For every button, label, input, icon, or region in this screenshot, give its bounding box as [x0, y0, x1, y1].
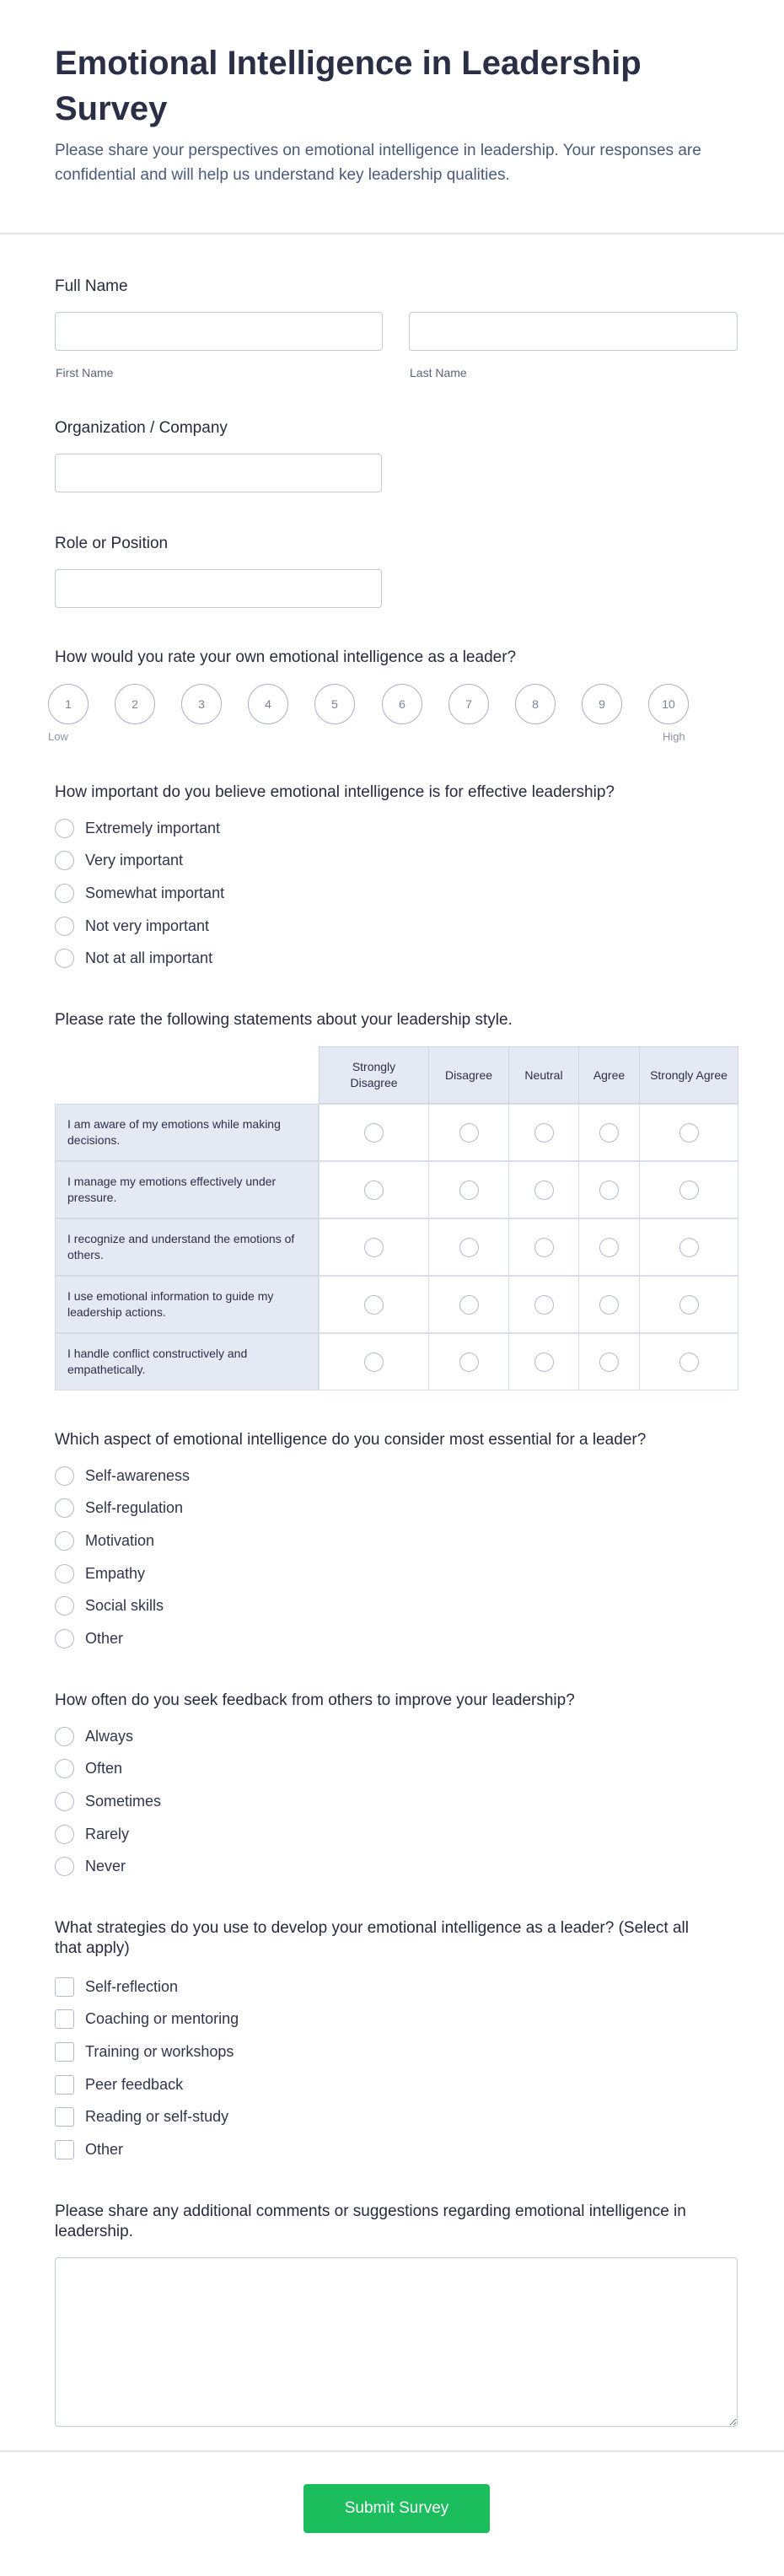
rating-option-3[interactable]: 3 [181, 684, 222, 724]
last-name-sublabel: Last Name [410, 366, 467, 379]
matrix-cell [508, 1333, 579, 1390]
organization-label: Organization / Company [55, 419, 228, 437]
checkbox[interactable] [55, 2042, 74, 2062]
matrix-radio-button[interactable] [459, 1295, 479, 1315]
matrix-cell [319, 1276, 429, 1333]
matrix-cell [319, 1161, 429, 1218]
radio-button[interactable] [55, 1498, 74, 1518]
matrix-radio-button[interactable] [679, 1180, 699, 1200]
full-name-label: Full Name [55, 277, 128, 295]
importance-option-label: Not very important [85, 917, 210, 934]
feedback-option[interactable] [55, 1850, 161, 1883]
rating-option-10[interactable]: 10 [648, 684, 689, 724]
matrix-cell [578, 1161, 640, 1218]
strategies-option[interactable] [55, 2003, 239, 2036]
radio-button[interactable] [55, 1759, 74, 1778]
feedback-option-label: Never [85, 1858, 126, 1875]
matrix-radio-button[interactable] [459, 1180, 479, 1200]
matrix-column-header: Strongly Disagree [319, 1046, 429, 1104]
importance-option-label: Not at all important [85, 949, 213, 967]
checkbox[interactable] [55, 1977, 74, 1997]
importance-option-label: Extremely important [85, 819, 221, 836]
matrix-cell [578, 1218, 640, 1276]
radio-button[interactable] [55, 1596, 74, 1616]
importance-option[interactable] [55, 812, 224, 845]
radio-button[interactable] [55, 949, 74, 968]
matrix-radio-button[interactable] [364, 1353, 384, 1372]
footer-divider [0, 2450, 784, 2452]
matrix-row-label: I am aware of my emotions while making decisions. [55, 1104, 319, 1161]
matrix-cell [428, 1333, 509, 1390]
role-input[interactable] [55, 569, 382, 608]
matrix-cell [428, 1218, 509, 1276]
strategies-option-label: Peer feedback [85, 2075, 184, 2093]
checkbox[interactable] [55, 2107, 74, 2127]
importance-option[interactable] [55, 910, 224, 943]
importance-option[interactable] [55, 877, 224, 910]
matrix-radio-button[interactable] [679, 1238, 699, 1257]
strategies-option-label: Self-reflection [85, 1977, 179, 1995]
strategies-option[interactable] [55, 2133, 239, 2166]
matrix-radio-button[interactable] [364, 1295, 384, 1315]
aspect-question: Which aspect of emotional intelligence do you consider most essential for a leader? [55, 1431, 647, 1449]
rating-option-8[interactable]: 8 [515, 684, 556, 724]
strategies-option-label: Coaching or mentoring [85, 2010, 239, 2028]
rating-option-7[interactable]: 7 [448, 684, 489, 724]
feedback-option-label: Rarely [85, 1825, 130, 1842]
matrix-radio-button[interactable] [534, 1123, 554, 1143]
rating-option-1[interactable]: 1 [48, 684, 89, 724]
radio-button[interactable] [55, 819, 74, 838]
scale-high-label: High [663, 730, 685, 743]
rating-option-5[interactable]: 5 [314, 684, 355, 724]
feedback-option-label: Sometimes [85, 1792, 162, 1810]
strategies-options [55, 1971, 239, 2166]
feedback-question: How often do you seek feedback from others to improve your leadership? [55, 1691, 575, 1709]
aspect-option-label: Motivation [85, 1531, 155, 1549]
page-title: Emotional Intelligence in Leadership Survey [55, 45, 642, 127]
strategies-option[interactable] [55, 2036, 239, 2068]
matrix-cell [319, 1104, 429, 1161]
rating-option-4[interactable]: 4 [248, 684, 288, 724]
rating-question: How would you rate your own emotional intelligence as a leader? [55, 648, 517, 666]
last-name-input[interactable] [409, 312, 738, 351]
matrix-cell [578, 1333, 640, 1390]
aspect-option-label: Social skills [85, 1597, 164, 1615]
matrix-row-label: I handle conflict constructively and empathetically. [55, 1333, 319, 1390]
matrix-radio-button[interactable] [679, 1295, 699, 1315]
radio-button[interactable] [55, 1857, 74, 1876]
matrix-cell [508, 1161, 579, 1218]
radio-button[interactable] [55, 1825, 74, 1844]
radio-button[interactable] [55, 1466, 74, 1486]
rating-option-6[interactable]: 6 [382, 684, 422, 724]
aspect-options [55, 1460, 190, 1655]
matrix-radio-button[interactable] [599, 1295, 619, 1315]
matrix-cell [508, 1104, 579, 1161]
page-description: Please share your perspectives on emotional intelligence in leadership. Your responses are confidential and will help us understand key leadership qualities. [55, 142, 701, 184]
matrix-radio-button[interactable] [599, 1353, 619, 1372]
matrix-radio-button[interactable] [534, 1238, 554, 1257]
aspect-option-label: Other [85, 1629, 124, 1647]
matrix-cell [319, 1333, 429, 1390]
comments-textarea[interactable] [55, 2257, 738, 2427]
importance-options [55, 812, 224, 975]
matrix-cell [639, 1161, 738, 1218]
matrix-radio-button[interactable] [599, 1180, 619, 1200]
comments-question: Please share any additional comments or suggestions regarding emotional intelligence in leadership. [55, 2202, 686, 2240]
aspect-option[interactable] [55, 1460, 190, 1492]
feedback-option[interactable] [55, 1753, 161, 1786]
matrix-column-header: Agree [578, 1046, 640, 1104]
radio-button[interactable] [55, 851, 74, 870]
strategies-option-label: Training or workshops [85, 2042, 234, 2060]
matrix-radio-button[interactable] [364, 1238, 384, 1257]
matrix-radio-button[interactable] [679, 1353, 699, 1372]
aspect-option[interactable] [55, 1557, 190, 1590]
matrix-cell [639, 1333, 738, 1390]
radio-button[interactable] [55, 1629, 74, 1648]
checkbox[interactable] [55, 2075, 74, 2095]
feedback-options [55, 1720, 161, 1883]
strategies-question: What strategies do you use to develop your emotional intelligence as a leader? (Select all that apply) [55, 1919, 689, 1957]
matrix-radio-button[interactable] [534, 1353, 554, 1372]
matrix-column-header: Neutral [508, 1046, 579, 1104]
matrix-cell [508, 1276, 579, 1333]
importance-question: How important do you believe emotional intelligence is for effective leadership? [55, 783, 615, 801]
scale-low-label: Low [48, 730, 68, 743]
matrix-cell [578, 1104, 640, 1161]
strategies-option[interactable] [55, 1971, 239, 2003]
role-label: Role or Position [55, 535, 169, 552]
matrix-column-header: Disagree [428, 1046, 509, 1104]
aspect-option-label: Empathy [85, 1564, 146, 1582]
importance-option[interactable] [55, 845, 224, 878]
radio-button[interactable] [55, 917, 74, 936]
matrix-cell [578, 1276, 640, 1333]
matrix-cell [319, 1218, 429, 1276]
matrix-radio-button[interactable] [679, 1123, 699, 1143]
matrix-radio-button[interactable] [534, 1295, 554, 1315]
matrix-cell [428, 1161, 509, 1218]
matrix-row-label: I recognize and understand the emotions of others. [55, 1218, 319, 1276]
rating-option-9[interactable]: 9 [582, 684, 622, 724]
matrix-radio-button[interactable] [459, 1238, 479, 1257]
matrix-cell [428, 1104, 509, 1161]
matrix-cell [639, 1104, 738, 1161]
matrix-row-label: I manage my emotions effectively under pressure. [55, 1161, 319, 1218]
matrix-radio-button[interactable] [534, 1180, 554, 1200]
radio-button[interactable] [55, 1531, 74, 1551]
matrix-radio-button[interactable] [364, 1123, 384, 1143]
rating-option-2[interactable]: 2 [115, 684, 155, 724]
feedback-option[interactable] [55, 1720, 161, 1753]
matrix-radio-button[interactable] [459, 1123, 479, 1143]
aspect-option[interactable] [55, 1492, 190, 1525]
strategies-option-label: Reading or self-study [85, 2108, 229, 2126]
importance-option[interactable] [55, 942, 224, 975]
first-name-sublabel: First Name [56, 366, 114, 379]
header-divider [0, 233, 784, 234]
feedback-option-label: Often [85, 1760, 123, 1777]
aspect-option[interactable] [55, 1525, 190, 1557]
strategies-option[interactable] [55, 2100, 239, 2133]
radio-button[interactable] [55, 884, 74, 903]
importance-option-label: Very important [85, 852, 184, 869]
organization-input[interactable] [55, 454, 382, 492]
checkbox[interactable] [55, 2140, 74, 2159]
radio-button[interactable] [55, 1564, 74, 1584]
matrix-cell [428, 1276, 509, 1333]
matrix-radio-button[interactable] [599, 1123, 619, 1143]
feedback-option-label: Always [85, 1727, 134, 1745]
first-name-input[interactable] [55, 312, 383, 351]
matrix-row-label: I use emotional information to guide my leadership actions. [55, 1276, 319, 1333]
matrix-cell [639, 1218, 738, 1276]
matrix-radio-button[interactable] [599, 1238, 619, 1257]
feedback-option[interactable] [55, 1818, 161, 1851]
importance-option-label: Somewhat important [85, 884, 225, 901]
strategies-option[interactable] [55, 2068, 239, 2101]
matrix-cell [639, 1276, 738, 1333]
aspect-option[interactable] [55, 1589, 190, 1622]
checkbox[interactable] [55, 2009, 74, 2029]
matrix-radio-button[interactable] [459, 1353, 479, 1372]
aspect-option-label: Self-awareness [85, 1466, 191, 1484]
matrix-column-header: Strongly Agree [639, 1046, 738, 1104]
aspect-option[interactable] [55, 1622, 190, 1655]
submit-survey-button[interactable]: Submit Survey [303, 2484, 490, 2533]
matrix-question: Please rate the following statements about your leadership style. [55, 1011, 513, 1029]
feedback-option[interactable] [55, 1785, 161, 1818]
radio-button[interactable] [55, 1727, 74, 1746]
strategies-option-label: Other [85, 2140, 124, 2158]
matrix-radio-button[interactable] [364, 1180, 384, 1200]
radio-button[interactable] [55, 1792, 74, 1811]
aspect-option-label: Self-regulation [85, 1499, 184, 1517]
matrix-cell [508, 1218, 579, 1276]
